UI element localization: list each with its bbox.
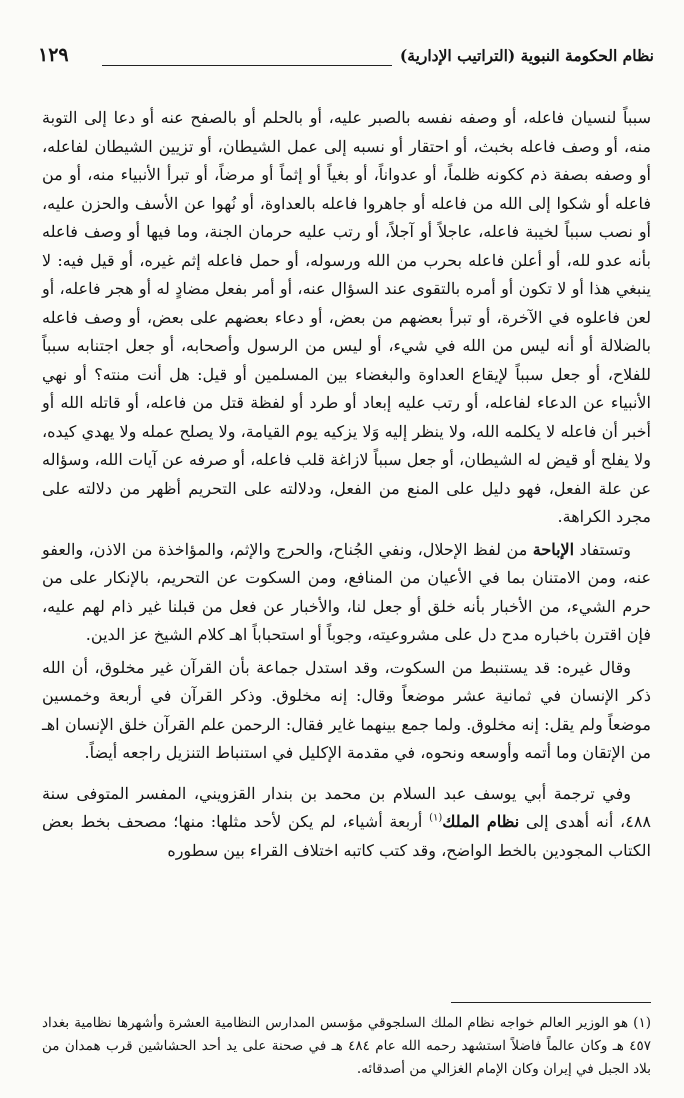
bold-term-nizam-al-mulk: نظام الملك bbox=[442, 812, 520, 831]
header-rule bbox=[102, 65, 392, 66]
paragraph-rest: من لفظ الإحلال، ونفي الجُناح، والحرج والإثم، والمؤاخذة من الاذن، والعفو عنه، ومن الامتنان بما في الأعيان من المنافع، ومن السكوت عن التحريم، بالإنكار على من حرم الشيء، من الأخبار بأنه خلق أو جعل لنا، والأخبار عن فعل من قبلنا غير ذام لهم عليه، فإن اقترن باخباره مدح دل على مشروعيته، وجوباً أو استحباباً اهـ كلام الشيخ عز الدين. bbox=[42, 539, 651, 644]
bold-term-ibaha: الإباحة bbox=[532, 539, 575, 559]
paragraph-permissibility bbox=[42, 536, 651, 650]
paragraph-lead: وتستفاد bbox=[579, 539, 631, 559]
running-header bbox=[38, 44, 654, 74]
footnote-divider bbox=[451, 1002, 651, 1003]
footnote bbox=[42, 1012, 651, 1081]
footnote-marker: (١) bbox=[429, 812, 443, 824]
page-number: ١٢٩ bbox=[38, 44, 69, 66]
footnote-text: (١) هو الوزير العالم خواجه نظام الملك السلجوقي مؤسس المدارس النظامية العشرة وأشهرها نظامية بغداد ٤٥٧ هـ وكان عالماً فاضلاً استشهد رحمه الله عام ٤٨٤ هـ في صحنة على يد أحد الحشاشين قرب همدان من بلاد الجبل في إيران وكان الإمام الغزالي من أصدقائه. bbox=[42, 1015, 651, 1077]
paragraph-qazwini bbox=[42, 780, 651, 866]
paragraph-silence-inference: وقال غيره: قد يستنبط من السكوت، وقد استدل جماعة بأن القرآن غير مخلوق، أن الله ذكر الإنسان في ثمانية عشر موضعاً وقال: إنه مخلوق. وذكر القرآن في أربعة وخمسين موضعاً ولم يقل: إنه مخلوق. ولما جمع بينهما غاير فقال: الرحمن علم القرآن خلق الإنسان اهـ من الإتقان وما أتمه وأوسعه ونحوه، في مقدمة الإكليل في استنباط التنزيل راجعه أيضاً. bbox=[42, 657, 651, 762]
book-title: نظام الحكومة النبوية (التراتيب الإدارية) bbox=[399, 46, 654, 65]
paragraph-rest: أربعة أشياء، لم يكن لأحد مثلها: منها؛ مصحف بخط بعض الكتاب المجودين بالخط الواضح، وقد كتب كاتبه اختلاف القراء بين سطوره bbox=[42, 812, 651, 860]
main-text bbox=[42, 104, 651, 865]
paragraph-lead: وفي ترجمة أبي يوسف عبد السلام بن محمد بن بندار القزويني، المفسر المتوفى سنة ٤٨٨، أنه أهدى إلى bbox=[42, 783, 652, 831]
paragraph-prohibition: سبباً لنسيان فاعله، أو وصفه نفسه بالصبر عليه، أو بالحلم أو بالصفح عنه أو دعا إلى التوبة منه، أو وصف فاعله بخبث، أو احتقار أو نسبه إلى عمل الشيطان، أو تزيين الشيطان لفاعله، أو وصفه بصفة ذم ككونه ظلماً، أو عدواناً، أو بغياً أو إثماً أو مرضاً، أو تبرأ الأنبياء منه، أو من فاعله أو شكوا إلى الله من فاعله أو جاهروا فاعله بالعداوة، أو نُهوا عن الأسف والحزن عليه، أو نصب سبباً لخيبة فاعله، عاجلاً أو آجلاً، أو رتب عليه حرمان الجنة، وما فيها أو وصف فاعله بأنه عدو لله، أو أعلن فاعله بحرب من الله ورسوله، أو حمل فاعله إثم غيره، أو قيل فيه: لا ينبغي هذا أو لا تكون أو أمره بالتقوى عند السؤال عنه، أو أمر بفعل مضادٍ له أو هجر فاعله، أو لعن فاعلوه في الآخرة، أو تبرأ بعضهم من بعض، أو دعاء بعضهم على بعض، أو وصف فاعله بالضلالة أو أنه ليس من الله في شيء، أو ليس من الرسول وأصحابه، أو جعل اجتنابه سبباً للفلاح، أو جعل سبباً لإيقاع العداوة والبغضاء بين المسلمين أو قيل: هل أنت منته؟ أو نهي الأنبياء عن الدعاء لفاعله، أو رتب عليه إبعاد أو طرد أو لفظة قتل من فاعله، أو قاتله الله أو أخبر أن فاعله لا يكلمه الله، ولا ينظر إليه وَلا يزكيه يوم القيامة، ولا يصلح عمله ولا يهدي كيده، ولا يفلح أو قيض له الشيطان، أو جعل سبباً لازاغة قلب فاعله، أو صرفه عن آيات الله، وسؤاله عن علة الفعل، فهو دليل على المنع من الفعل، ودلالته على التحريم أظهر من دلالته على مجرد الكراهة. bbox=[42, 108, 652, 526]
